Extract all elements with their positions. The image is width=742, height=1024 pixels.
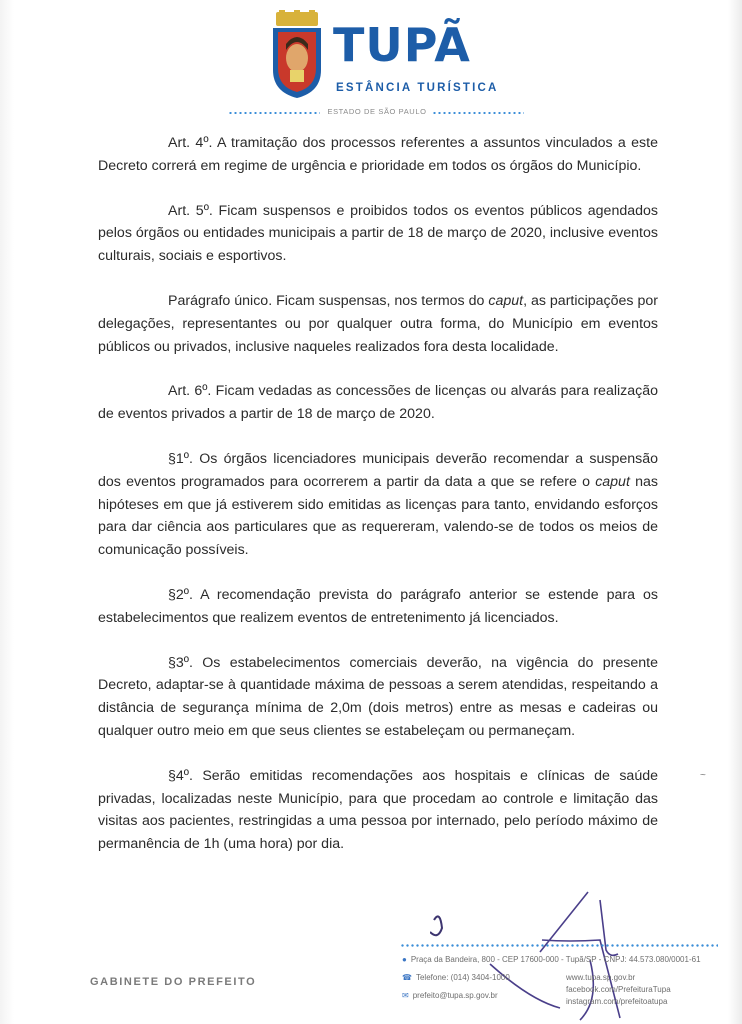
decorative-dots-left <box>228 112 320 114</box>
office-name: GABINETE DO PREFEITO <box>90 976 257 988</box>
footer-email[interactable]: ✉ prefeito@tupa.sp.gov.br <box>402 991 498 1000</box>
footer-website[interactable]: www.tupa.sp.gov.br <box>566 973 636 982</box>
phone-icon: ☎ <box>402 973 412 982</box>
footer-divider-dots <box>400 944 718 947</box>
article-4: Art. 4º. A tramitação dos processos referentes a assuntos vinculados a este Decreto correrá em regime de urgência e prioridade em todos os órgãos do Município. <box>98 135 658 174</box>
location-pin-icon: ● <box>402 955 407 964</box>
scan-mark: ~ <box>700 770 706 781</box>
footer-facebook[interactable]: facebook.com/PrefeituraTupa <box>566 985 671 994</box>
article-6-paragraph-4: §4º. Serão emitidas recomendações aos hospitais e clínicas de saúde privadas, localizadas neste Município, para que procedam ao controle e limitação das visitas aos pacientes, restringidas a uma pessoa por internado, pelo período máximo de permanência de 1h (uma hora) por dia. <box>98 767 658 853</box>
article-5-sole-paragraph: Parágrafo único. Ficam suspensas, nos termos do caput, as participações por delegações, representantes ou por qualquer outra forma, do Município em eventos públicos ou privados, inclusive naqueles realizados fora desta localidade. <box>98 292 658 355</box>
article-6-paragraph-1: §1º. Os órgãos licenciadores municipais deverão recomendar a suspensão dos eventos programados para ocorrerem a partir da data a que se refere o caput nas hipóteses em que já estiverem sido emitidas as licenças para tanto, envidando esforços para dar ciência aos particulares que as requereram, valendo-se de todos os meios de comunicação possíveis. <box>98 450 658 559</box>
email-icon: ✉ <box>402 991 409 1000</box>
caput-term: caput <box>595 473 630 490</box>
brand-subtitle: ESTÂNCIA TURÍSTICA <box>336 82 499 94</box>
caput-term: caput <box>488 292 524 309</box>
decorative-dots-right <box>432 112 524 114</box>
brand-name: TUPÃ <box>333 18 471 72</box>
footer-instagram[interactable]: instagram.com/prefeitoatupa <box>566 997 668 1006</box>
article-6-paragraph-3: §3º. Os estabelecimentos comerciais deverão, na vigência do presente Decreto, adaptar-se à quantidade máxima de pessoas a serem atendidas, respeitando a distância de segurança mínima de 2,0m (dois metros) entre as mesas e cadeiras ou qualquer outro meio em que seus clientes se estabeleçam ou permaneçam. <box>98 654 658 739</box>
article-6: Art. 6º. Ficam vedadas as concessões de licenças ou alvarás para realização de eventos privados a partir de 18 de março de 2020. <box>98 383 658 423</box>
municipal-coat-of-arms-icon <box>270 10 324 98</box>
letterhead <box>0 0 742 122</box>
article-5: Art. 5º. Ficam suspensos e proibidos todos os eventos públicos agendados pelos órgãos ou entidades municipais a partir de 18 de março de 2020, inclusive eventos culturais, sociais e esportivos. <box>98 202 658 265</box>
footer-phone: ☎ Telefone: (014) 3404-1000 <box>402 973 510 982</box>
article-6-paragraph-2: §2º. A recomendação prevista do parágrafo anterior se estende para os estabelecimentos que realizem eventos de entretenimento já licenciados. <box>98 586 658 626</box>
footer-address: ● Praça da Bandeira, 800 - CEP 17600-000 - Tupã/SP - CNPJ: 44.573.080/0001-61 <box>402 955 701 964</box>
state-label: ESTADO DE SÃO PAULO <box>327 107 427 116</box>
decree-body <box>98 132 658 878</box>
